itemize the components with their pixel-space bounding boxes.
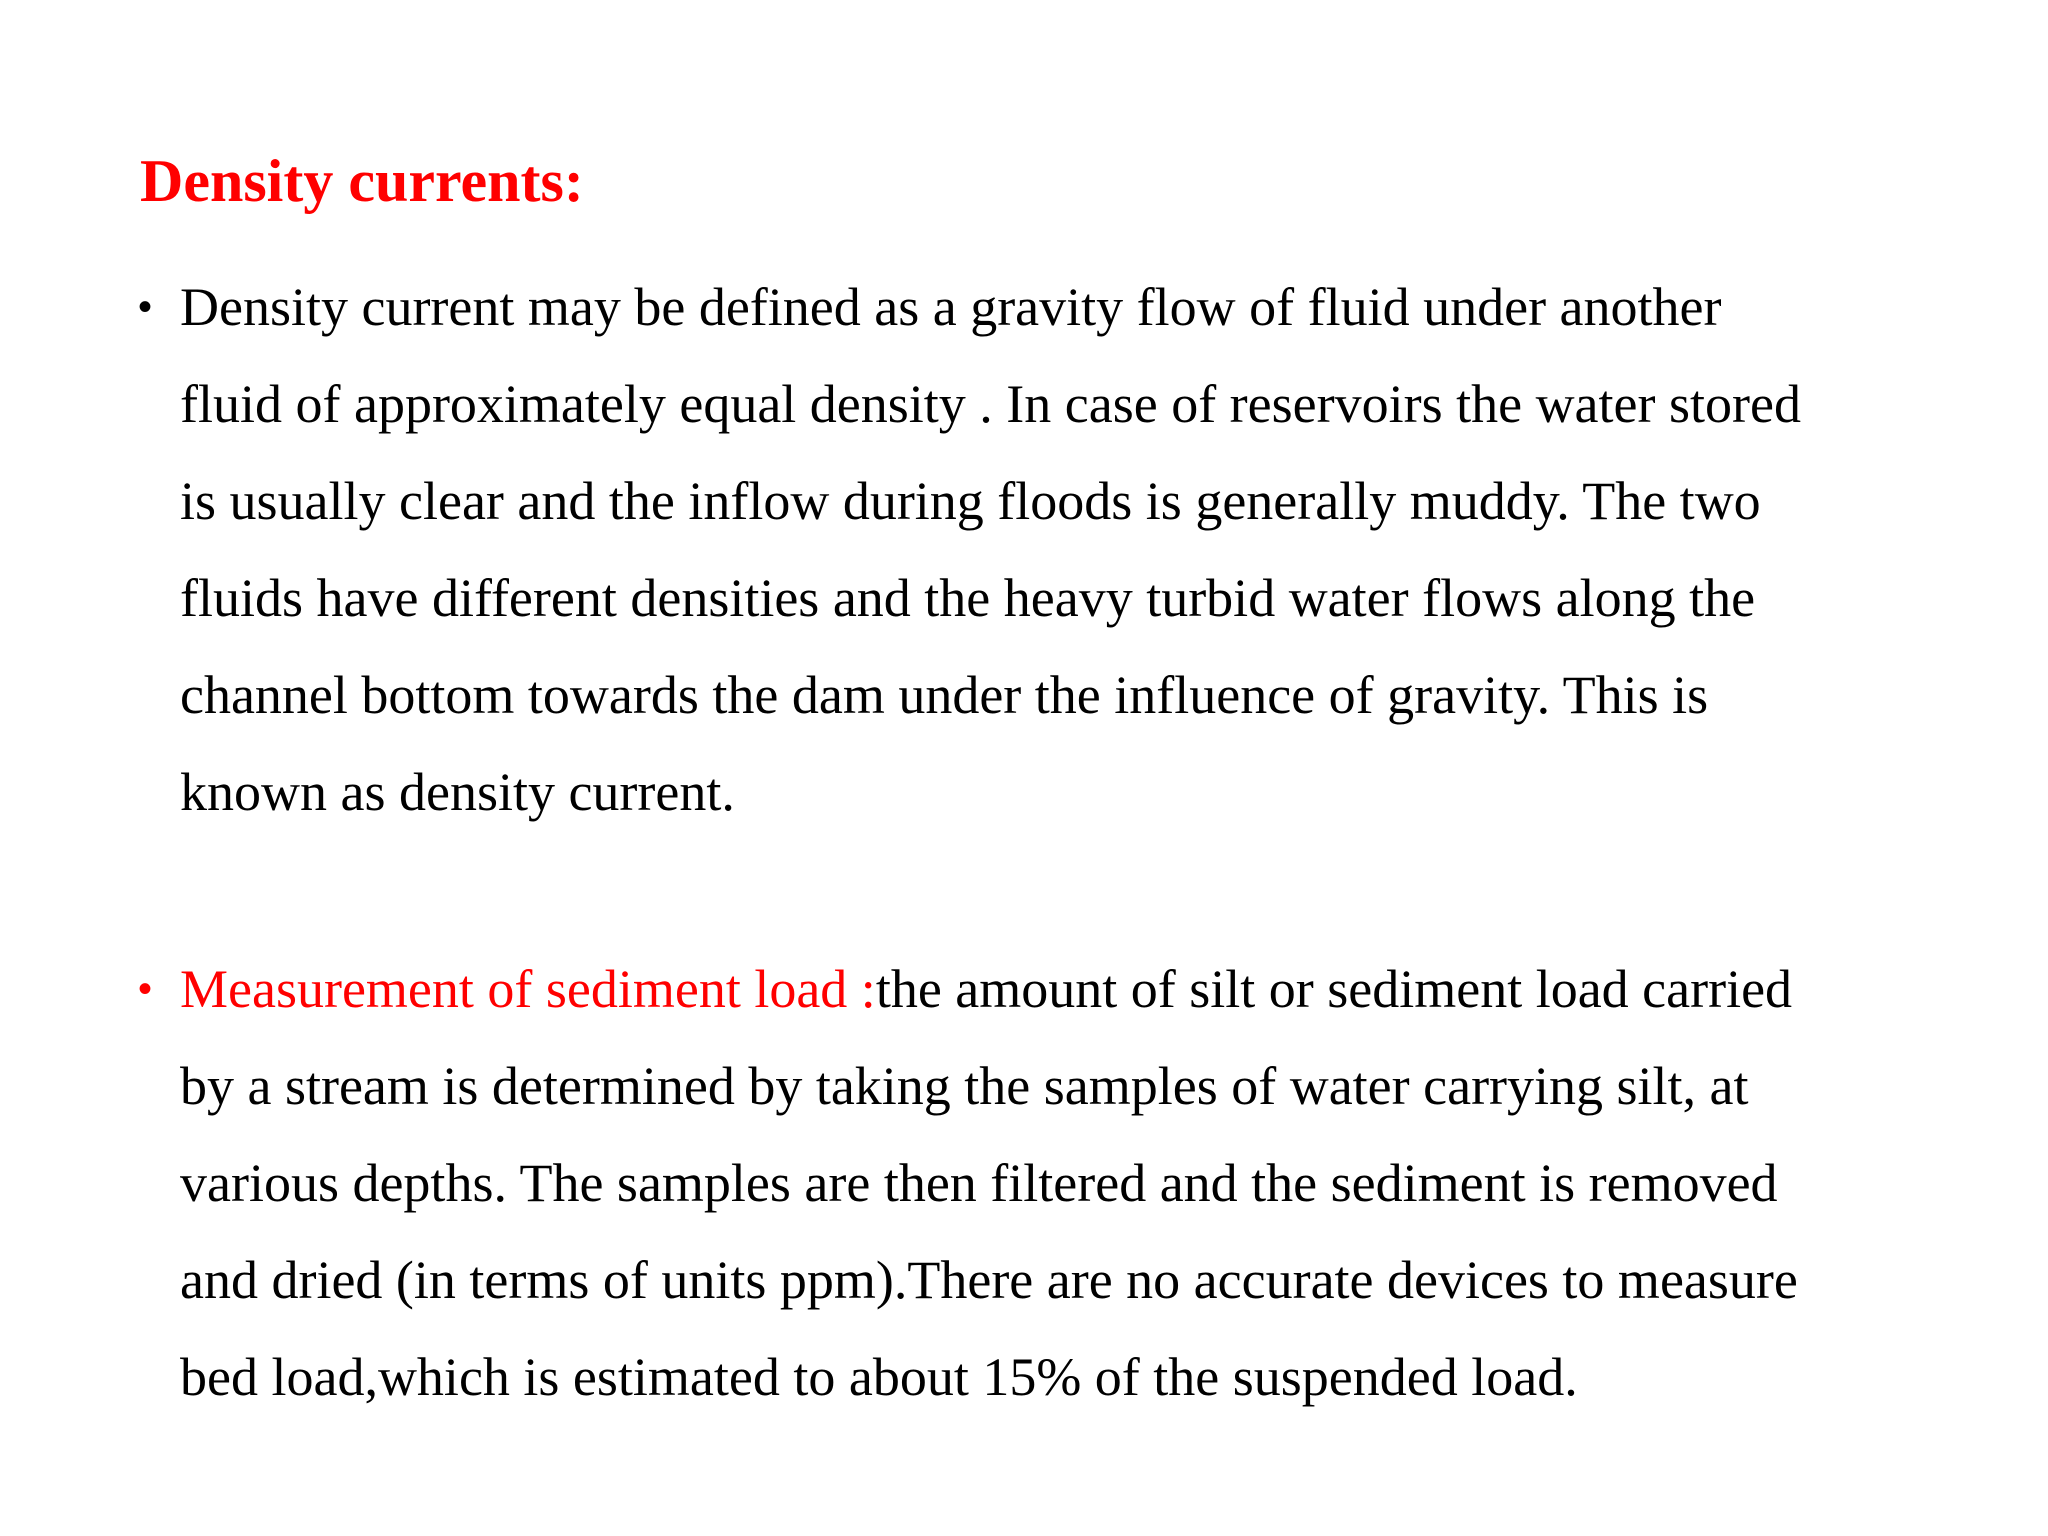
slide-title: Density currents: (140, 148, 584, 214)
text-line: channel bottom towards the dam under the influence of gravity. This is (180, 665, 1709, 725)
bullet-text (180, 259, 1940, 841)
text-line: fluids have different densities and the heavy turbid water flows along the (180, 568, 1756, 628)
text-line: known as density current. (180, 762, 735, 822)
text-line: fluid of approximately equal density . In case of reservoirs the water stored (180, 374, 1801, 434)
text-line (180, 941, 1940, 1038)
text-line: various depths. The samples are then filtered and the sediment is removed (180, 1153, 1778, 1213)
highlighted-term: Measurement of sediment load : (180, 959, 876, 1019)
bullet-marker: • (138, 285, 153, 329)
text-line: Density current may be defined as a gravity flow of fluid under another (180, 277, 1722, 337)
text-run: the amount of silt or sediment load carried (875, 959, 1793, 1019)
text-line: is usually clear and the inflow during floods is generally muddy. The two (180, 471, 1761, 531)
text-line: and dried (in terms of units ppm).There are no accurate devices to measure (180, 1250, 1798, 1310)
bullet-text (180, 941, 1940, 1426)
text-line: bed load,which is estimated to about 15% of the suspended load. (180, 1347, 1578, 1407)
bullet-marker: • (138, 967, 153, 1011)
text-line: by a stream is determined by taking the samples of water carrying silt, at (180, 1056, 1749, 1116)
